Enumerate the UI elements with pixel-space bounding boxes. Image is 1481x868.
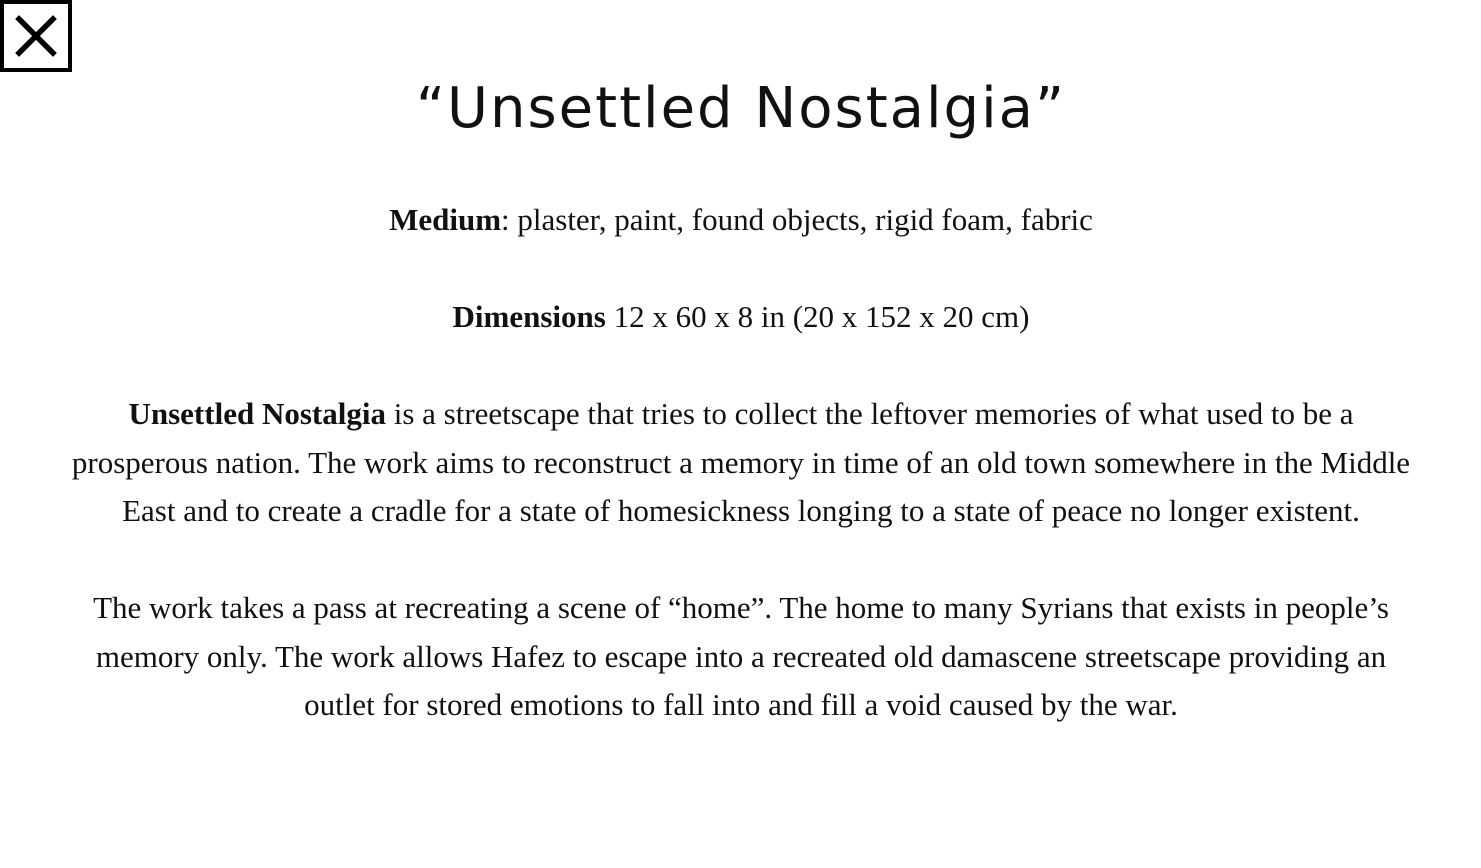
dimensions-label: Dimensions [452,299,606,334]
description-paragraph-2 [60,584,1422,730]
close-icon [15,15,57,57]
dimensions-line [60,293,1422,342]
medium-line [60,196,1422,245]
description-text-1: is a streetscape that tries to collect the leftover memories of what used to be a prosperous nation. The work aims to reconstruct a memory in time of an old town somewhere in the Middle East and to create a cradle for a state of homesickness longing to a state of peace no longer existent. [71,396,1411,528]
artwork-details [60,0,1422,730]
medium-value: : plaster, paint, found objects, rigid foam, fabric [501,202,1093,237]
dimensions-value: 12 x 60 x 8 in (20 x 152 x 20 cm) [605,299,1030,334]
description-text-2: The work takes a pass at recreating a scene of “home”. The home to many Syrians that exists in people’s memory only. The work allows Hafez to escape into a recreated old damascene streetscape providing an outlet for stored emotions to fall into and fill a void caused by the war. [93,590,1389,722]
artwork-title: “Unsettled Nostalgia” [416,76,1066,141]
description-paragraph-1 [60,390,1422,536]
medium-label: Medium [389,202,502,237]
description-bold-title: Unsettled Nostalgia [128,396,386,431]
